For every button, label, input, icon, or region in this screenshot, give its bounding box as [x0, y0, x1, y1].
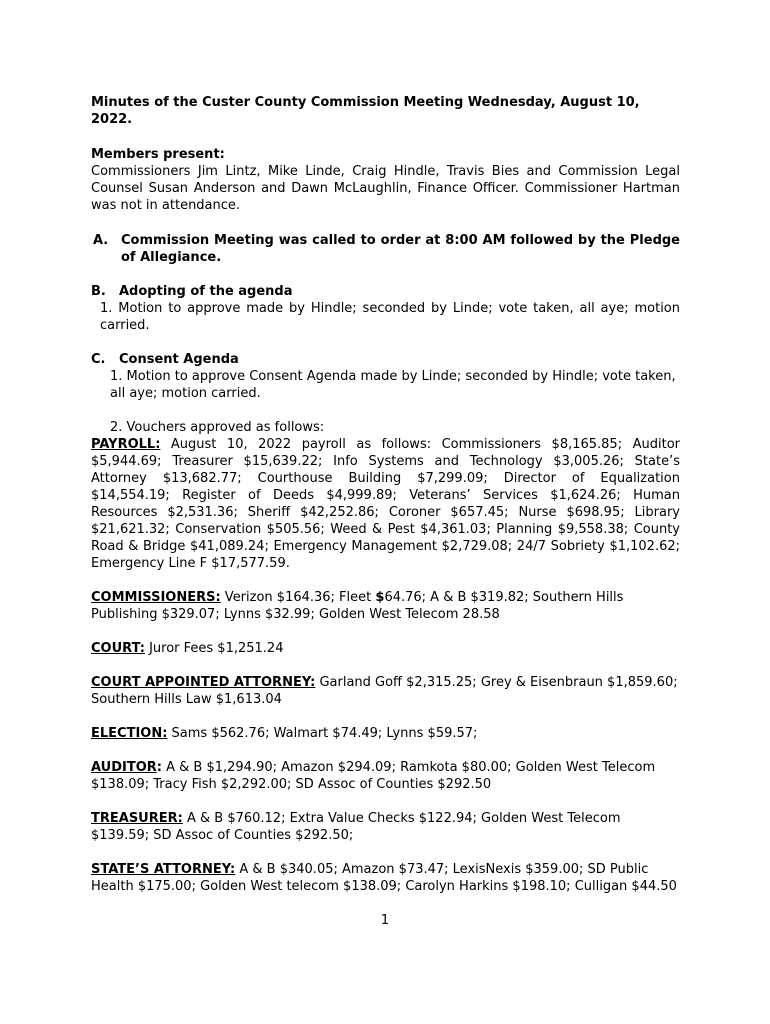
voucher-auditor-label: AUDITOR [91, 760, 157, 775]
minutes-content [91, 94, 680, 895]
voucher-commissioners-label: COMMISSIONERS: [91, 590, 221, 605]
section-c [91, 351, 680, 402]
voucher-treasurer [91, 810, 680, 844]
voucher-court-label: COURT: [91, 641, 145, 656]
voucher-treasurer-text: A & B $760.12; Extra Value Checks $122.94; Golden West Telecom $139.59; SD Assoc of Counties $292.50; [91, 811, 621, 843]
members-heading: Members present: [91, 147, 225, 162]
voucher-election-label: ELECTION: [91, 726, 168, 741]
voucher-payroll-label: PAYROLL: [91, 437, 161, 452]
section-b-item-1: 1. Motion to approve made by Hindle; seconded by Linde; vote taken, all aye; motion carried. [100, 301, 680, 333]
section-c-letter: C. [91, 352, 106, 367]
document-title: Minutes of the Custer County Commission Meeting Wednesday, August 10, 2022. [91, 95, 640, 127]
voucher-court-appointed-attorney [91, 674, 680, 708]
page-number: 1 [380, 913, 390, 928]
section-c-item-1 [91, 368, 680, 402]
section-a-heading: Commission Meeting was called to order at 8:00 AM followed by the Pledge of Allegiance. [121, 233, 680, 265]
voucher-commissioners [91, 589, 680, 623]
section-c-item-2: 2. Vouchers approved as follows: [110, 420, 325, 435]
voucher-court-text: Juror Fees $1,251.24 [144, 641, 284, 656]
section-c-item-1-text: 1. Motion to approve Consent Agenda made by Linde; seconded by Hindle; vote taken, all aye; motion carried. [110, 369, 676, 401]
voucher-commissioners-text-2: 64.76; A & B $319.82; Southern Hills Publishing $329.07; Lynns $32.99; Golden West Telecom 28.58 [91, 590, 624, 622]
members-text: Commissioners Jim Lintz, Mike Linde, Craig Hindle, Travis Bies and Commission Legal Counsel Susan Anderson and Dawn McLaughlin, Finance Officer. Commissioner Hartman was not in attendance. [91, 164, 680, 213]
voucher-court-appointed-text: Garland Goff $2,315.25; Grey & Eisenbraun $1,859.60; Southern Hills Law $1,613.04 [91, 675, 678, 707]
voucher-commissioners-bold: $ [375, 590, 385, 605]
voucher-court-appointed-label: COURT APPOINTED ATTORNEY: [91, 675, 316, 690]
section-b-heading: Adopting of the agenda [119, 284, 293, 299]
voucher-auditor-text: A & B $1,294.90; Amazon $294.09; Ramkota $80.00; Golden West Telecom $138.09; Tracy Fish $2,292.00; SD Assoc of Counties $292.50 [91, 760, 656, 792]
voucher-auditor [91, 759, 680, 793]
voucher-payroll-text: August 10, 2022 payroll as follows: Commissioners $8,165.85; Auditor $5,944.69; Treasurer $15,639.22; Info Systems and Technology $3,005.26; State’s Attorney $13,682.77; Courthouse Building $7,299.09; Director of Equalization $14,554.19; Register of Deeds $4,999.89; Veterans’ Services $1,624.26; Human Resources $2,531.36; Sheriff $42,252.86; Coroner $657.45; Nurse $698.95; Library $21,621.32; Conservation $505.56; Weed & Pest $4,361.03; Planning $9,558.38; County Road & Bridge $41,089.24; Emergency Management $2,729.08; 24/7 Sobriety $1,102.62; Emergency Line F $17,577.59. [91, 437, 680, 571]
voucher-election [91, 725, 680, 742]
section-b-letter: B. [91, 284, 106, 299]
voucher-treasurer-label: TREASURER: [91, 811, 183, 826]
section-a [91, 232, 680, 266]
voucher-states-attorney [91, 861, 680, 895]
voucher-auditor-colon: : [156, 760, 162, 775]
voucher-states-attorney-label: STATE’S ATTORNEY: [91, 862, 236, 877]
voucher-election-text: Sams $562.76; Walmart $74.49; Lynns $59.57; [167, 726, 478, 741]
section-c-heading: Consent Agenda [119, 352, 239, 367]
voucher-court [91, 640, 680, 657]
voucher-states-attorney-text: A & B $340.05; Amazon $73.47; LexisNexis $359.00; SD Public Health $175.00; Golden West telecom $138.09; Carolyn Harkins $198.10; Culligan $44.50 [91, 862, 677, 894]
voucher-commissioners-text-1: Verizon $164.36; Fleet [220, 590, 376, 605]
section-b [91, 283, 680, 334]
section-a-letter: A. [93, 233, 109, 248]
voucher-payroll [91, 436, 680, 572]
